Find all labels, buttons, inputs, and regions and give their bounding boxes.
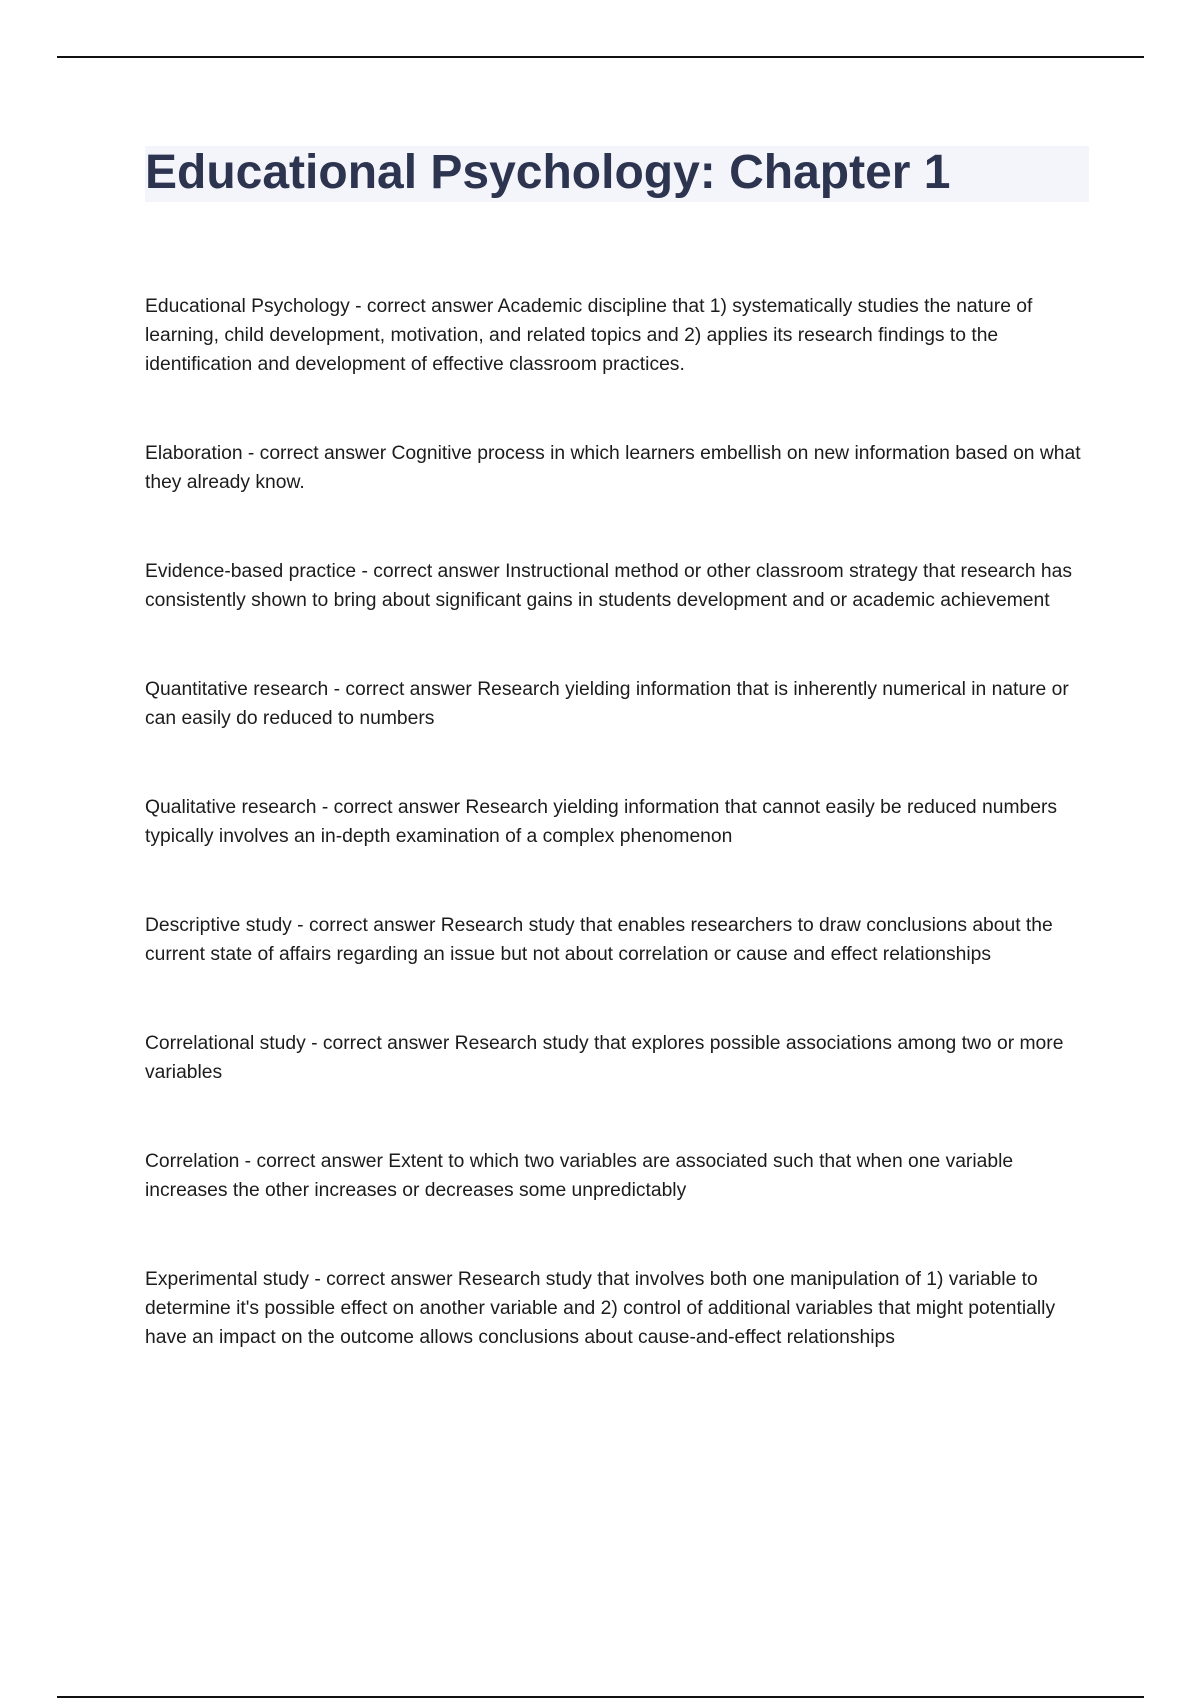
footer-rule [57, 1696, 1144, 1698]
definition-entry-educational-psychology: Educational Psychology - correct answer Academic discipline that 1) systematically studies the nature of learning, child development, motivation, and related topics and 2) applies its research findings to the identification and development of effective classroom practices. [145, 296, 1033, 375]
definition-entry-evidence-based-practice: Evidence-based practice - correct answer Instructional method or other classroom strategy that research has consistently shown to bring about significant gains in students development and or academic achievement [145, 561, 1072, 611]
definition-entry-elaboration: Elaboration - correct answer Cognitive process in which learners embellish on new information based on what they already know. [145, 443, 1081, 493]
definition-entry-qualitative-research: Qualitative research - correct answer Research yielding information that cannot easily be reduced numbers typically involves an in-depth examination of a complex phenomenon [145, 797, 1058, 847]
page-title: Educational Psychology: Chapter 1 [145, 146, 951, 199]
definition-entry-correlational-study: Correlational study - correct answer Research study that explores possible associations among two or more variables [145, 1033, 1064, 1083]
header-rule [57, 56, 1144, 58]
definition-entry-correlation: Correlation - correct answer Extent to which two variables are associated such that when one variable increases the other increases or decreases some unpredictably [145, 1151, 1014, 1201]
definition-list [145, 292, 1090, 1412]
definition-entry-descriptive-study: Descriptive study - correct answer Research study that enables researchers to draw conclusions about the current state of affairs regarding an issue but not about correlation or cause and effect relationships [145, 915, 1053, 965]
definition-entry-experimental-study: Experimental study - correct answer Research study that involves both one manipulation of 1) variable to determine it's possible effect on another variable and 2) control of additional variables that might potentially have an impact on the outcome allows conclusions about cause-and-effect relationships [145, 1269, 1056, 1348]
definition-entry-quantitative-research: Quantitative research - correct answer Research yielding information that is inherently numerical in nature or can easily do reduced to numbers [145, 679, 1069, 729]
